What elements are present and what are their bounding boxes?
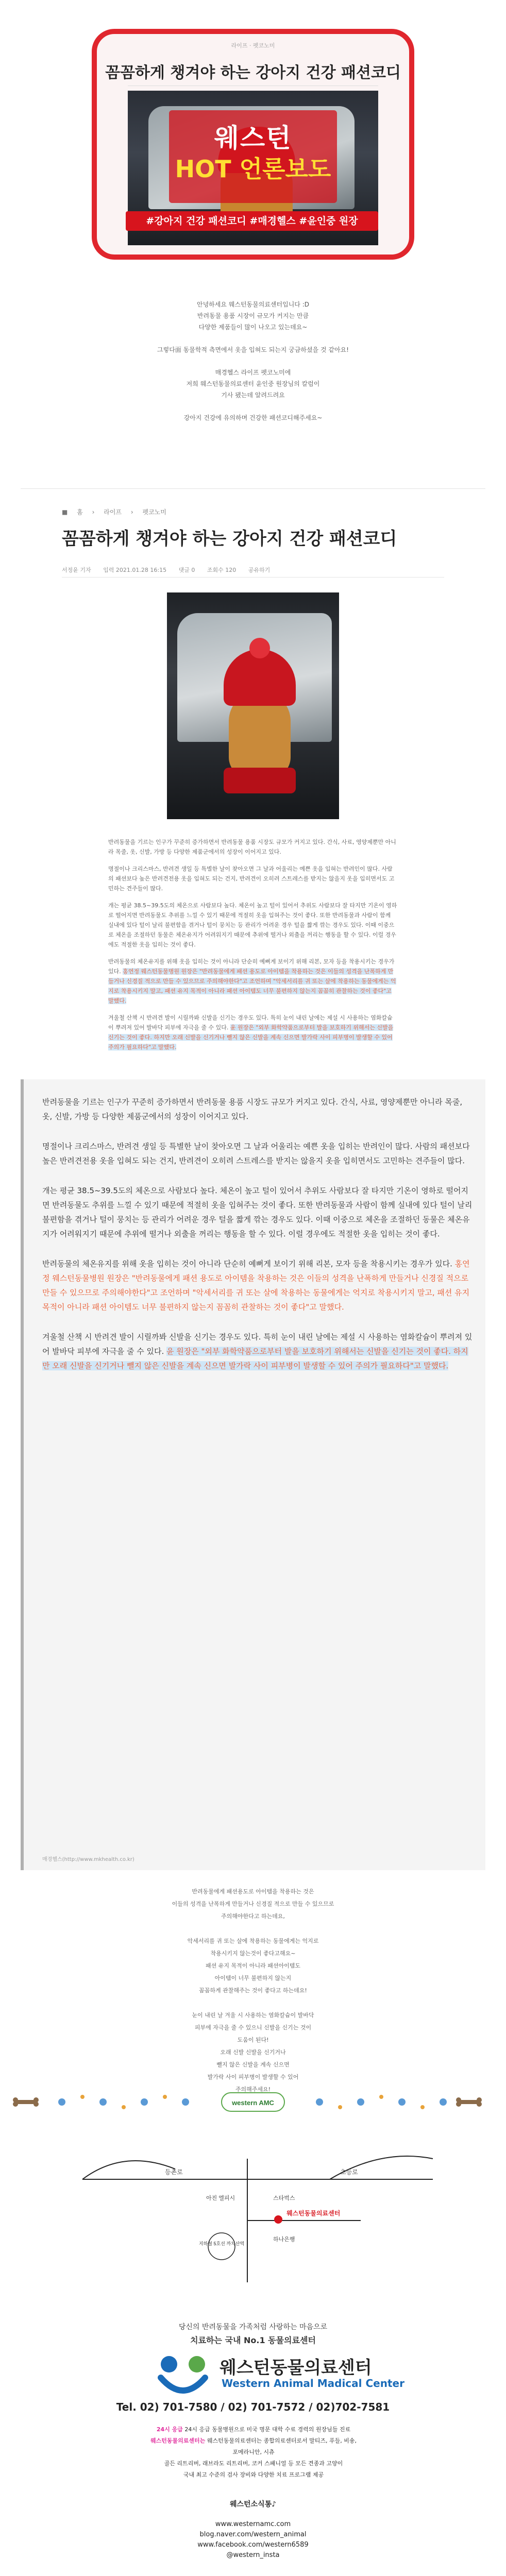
paragraph-text: 겨울철 산책 시 반려견 발이 시릴까봐 신발을 신기는 경우도 있다. 특히 눈이 내린 날에는 제설 시 사용하는 염화칼슘이 뿌려져 있어 발바닥 피부에 자극을 줄 수 있다. [108, 1014, 393, 1031]
slogan-line1: 당신의 반려동물을 가족처럼 사랑하는 마음으로 [178, 2323, 328, 2331]
info-line: 국내 최고 수준의 검사 장비와 다양한 치료 프로그램 제공 [183, 2471, 324, 2478]
article-body [108, 837, 398, 1059]
social-title: 웨스턴소식통♪ [229, 2500, 277, 2509]
closing-line: 아이템이 너무 불편하지 않는지 [214, 1975, 292, 1981]
info-text: 웨스턴동물의료센터는 종합의료센터로서 말티즈, 푸들, 비숑, 포메라니안, 시츄 [207, 2437, 357, 2455]
scarf-shape [224, 768, 296, 793]
hero-overlay-line2: HOT 언론보도 [175, 155, 331, 183]
hat-pompom-shape [249, 638, 270, 658]
article-photo-dog [167, 592, 339, 819]
closing-line [0, 1997, 506, 2009]
breadcrumb-home[interactable]: 홈 [77, 509, 83, 516]
hero-tags: #강아지 건강 패션코디 #매경헬스 #윤인중 원장 [126, 211, 378, 231]
map-place: 스타벅스 [273, 2195, 295, 2201]
road-label: 등촌로 [165, 2168, 183, 2176]
section-divider [21, 488, 485, 489]
closing-line: 발가락 사이 피부병이 발생할 수 있어 [207, 2074, 299, 2080]
map-place: 아진 엘피시 [206, 2195, 235, 2201]
slogan-line2: 치료하는 국내 No.1 동물의료센터 [190, 2335, 316, 2345]
closing-line: 패션 유지 목적이 아니라 패션아이템도 [205, 1962, 300, 1969]
brand-name: 웨스턴동물의료센터 [220, 2358, 372, 2378]
article-paragraph: 개는 평균 38.5~39.5도의 체온으로 사람보다 높다. 체온이 높고 털이 있어서 추위도 사람보다 잘 타지만 기온이 영하로 떨어지면 반려동물도 추위를 느낄 수 있기 때문에 적절히 옷을 입혀주는 것이 좋다. 또한 반려동물과 사람이 함께 실내에 있다 털이 날리 불편함을 겪거나 털이 뭉치는 등 관리가 어려운 경우 털을 짧게 깎는 경우도 있다. 이때 이중으로 체온을 조절하던 동물은 체온유지가 어려워지기 때문에 추위에 떨거나 외출을 꺼리는 행동을 할 수 있다. 이럴 경우에도 적절한 옷을 입히는 것이 좋다. [108, 902, 397, 948]
highlighted-quote: 홍연정 웨스턴동물병원 원장은 "반려동물에게 패션 용도로 아이템을 착용하는 것은 이들의 성격을 난폭하게 만들거나 신경질 적으로 만들 수 있으므로 주의해야한다"고 조언하며 "악세서리를 귀 또는 살에 착용하는 동물에게는 억지로 착용시키지 말고, 패션 유지 목적이 아니라 패션 아이템도 너무 불편하지 않는지 꼼꼼히 관찰하는 것이 좋다"고 말했다. [42, 1259, 470, 1312]
comment-count[interactable]: 댓글 0 [178, 567, 195, 573]
closing-line: 뺄지 않은 신발을 계속 신으면 [216, 2061, 290, 2068]
info-highlight: 24시 응급 [156, 2426, 183, 2433]
map-place: 하나은행 [273, 2236, 295, 2243]
quote-paragraph: 명절이나 크리스마스, 반려견 생일 등 특별한 날이 찾아오면 그 날과 어울리는 예쁜 옷을 입히는 반려인이 많다. 사람의 패션보다 높은 반려견전용 옷을 입혀도 되는 건지, 반려견이 오히려 스트레스를 받지는 않을지 옷을 입히면서도 고민하는 견주들이 많다. [42, 1142, 470, 1165]
hero-overlay-line1: 웨스턴 [214, 123, 292, 153]
info-box [148, 2424, 359, 2481]
intro-line: 저희 웨스턴동물의료센터 윤인중 원장님의 칼럼이 [186, 380, 320, 387]
quote-paragraph: 반려동물을 기르는 인구가 꾸준히 증가하면서 반려동물 용품 시장도 규모가 커지고 있다. 간식, 사료, 영양제뿐만 아니라 목줄, 옷, 신발, 가방 등 다양한 제품군에서의 성장이 이어지고 있다. [42, 1097, 463, 1121]
intro-line [0, 333, 506, 344]
paragraph-text: 반려동물의 체온유지를 위해 옷을 입히는 것이 아니라 단순히 예뻐게 보이기 위해 리본, 모자 등을 착용시키는 경우가 있다. [108, 958, 395, 975]
quote-box-body [42, 1095, 473, 1388]
intro-line: 그렇다面 동물학적 측면에서 옷을 입혀도 되는지 궁금하셨을 것 같아요! [157, 346, 349, 353]
closing-line: 꼼꼼하게 관찰해주는 것이 좋다고 하는데요! [199, 1987, 307, 1994]
intro-line: 반려동물 용품 시장이 규모가 커지는 만큼 [197, 312, 309, 319]
brand-name-en: Western Animal Madical Center [222, 2377, 404, 2389]
intro-line: 매경헬스 라이프 펫코노미에 [215, 369, 291, 376]
closing-line: 눈이 내린 날 겨울 시 사용하는 염화칼슘이 발바닥 [192, 2012, 314, 2019]
view-count: 조회수 120 [207, 567, 237, 573]
blog-link[interactable]: blog.naver.com/western_animal [199, 2531, 307, 2538]
instagram-link[interactable]: @western_insta [226, 2551, 280, 2559]
breadcrumb-life[interactable]: 라이프 [104, 509, 122, 516]
closing-line: 반려동물에게 패션용도로 아이템을 착용하는 것은 [192, 1888, 314, 1895]
article-meta [62, 566, 280, 574]
article-paragraph [108, 1013, 398, 1052]
highlighted-quote: 윤 원장은 "외부 화학약품으로부터 발을 보호하기 위해서는 신발을 신기는 것이 좋다. 하지만 오래 신발을 신기거나 뺄지 않은 신발을 계속 신으면 발가락 사이 피부병이 발생할 수 있어 주의가 필요하다"고 말했다. [108, 1024, 394, 1050]
closing-line: 피부에 자극을 줄 수 있으니 신발을 신기는 것이 [194, 2024, 312, 2031]
closing-text [0, 1886, 506, 2096]
hero-card [92, 29, 414, 260]
info-highlight: 웨스턴동물의료센터는 [150, 2437, 206, 2444]
phone-numbers[interactable]: Tel. 02) 701-7580 / 02) 701-7572 / 02)702-7581 [116, 2401, 390, 2413]
intro-line [0, 355, 506, 367]
meta-divider [62, 577, 444, 578]
closing-line: 이들의 성격을 난폭하게 만들거나 신경질 적으로 만들 수 있으므로 [172, 1901, 334, 1907]
chevron-right-icon: › [92, 509, 95, 516]
intro-line: 기사 됐는데 알려드려요 [221, 392, 285, 399]
article-paragraph: 명절이나 크리스마스, 반려견 생일 등 특별한 날이 찾아오면 그 날과 어울리는 예쁜 옷을 입혀는 반려인이 많다. 사람의 패션보다 높은 반려견전용 옷을 입혀도 되는 건지, 반려견이 오히려 스트레스를 받지는 않을지 옷을 입히면서도 고민하는 견주들이 많다. [108, 866, 395, 892]
website-link[interactable]: www.westernamc.com [215, 2520, 291, 2528]
info-line [148, 2435, 359, 2458]
chevron-right-icon: › [130, 509, 133, 516]
closing-line: 도움이 된다! [237, 2037, 269, 2043]
intro-text [0, 299, 506, 423]
intro-line: 다양한 제품들이 많이 나오고 있는데요~ [198, 324, 308, 331]
intro-line [0, 401, 506, 412]
closing-line: 주의해주세요! [235, 2086, 271, 2093]
closing-line: 악세서리를 귀 또는 살에 착용하는 동물에게는 억지로 [187, 1938, 319, 1944]
small-logo-text: western AMC [232, 2099, 274, 2107]
location-pin-icon [274, 2215, 282, 2224]
hero-title: 꼼꼼하게 챙겨야 하는 강아지 건강 패션코디 [105, 64, 401, 82]
article-source[interactable]: 매경헬스(http://www.mkhealth.co.kr) [42, 1857, 134, 1862]
intro-line: 강아지 건강에 유의하며 건강한 패션코디해주세요~ [183, 414, 323, 421]
intro-line: 안녕하세요 웨스턴동물의료센터입니다 :D [197, 301, 309, 308]
info-text: 24시 응급 동물병원으로 미국 명문 대학 수료 경력의 원장님들 진료 [184, 2426, 351, 2433]
author: 서정윤 기자 [62, 567, 91, 573]
closing-line: 주의해야한다고 하는데요, [221, 1913, 285, 1920]
subway-station-label: 지하철 5호선 까치산역 [198, 2241, 245, 2246]
decorative-pet-divider [0, 2087, 506, 2117]
article-paragraph [108, 957, 398, 1006]
social-links [0, 2519, 506, 2561]
western-logo-icon [155, 2352, 211, 2396]
info-line: 골든 리트리버, 래브라도 리트리버, 코커 스패니얼 등 모든 견종과 고양이 [164, 2460, 343, 2467]
hero-overlay [169, 110, 337, 203]
home-icon[interactable]: ■ [62, 509, 68, 516]
paragraph-text: 겨울철 산책 시 반려견 발이 시릴까봐 신발을 신기는 경우도 있다. 특히 눈이 내린 날에는 제설 시 사용하는 염화칼슘이 뿌려져 있어 발바닥 피부에 자극을 줄 수 있다. [42, 1332, 473, 1356]
location-map[interactable] [52, 2128, 454, 2282]
breadcrumb [62, 507, 174, 516]
article-paragraph: 반려동물을 기르는 인구가 꾸준히 증가하면서 반려동물 용품 시장도 규모가 커지고 있다. 간식, 사료, 영양제뿐만 아니라 목줄, 옷, 신발, 가방 등 다양한 제품군에서의 성장이 이어지고 있다. [108, 839, 396, 855]
map-roads [82, 2156, 433, 2282]
closing-line: 오래 신발 신발을 신기거나 [220, 2049, 286, 2056]
quote-paragraph [42, 1330, 473, 1373]
share-button[interactable]: 공유하기 [248, 567, 271, 573]
breadcrumb-petconomy[interactable]: 펫코노미 [142, 509, 166, 516]
publish-date: 입력 2021.01.28 16:15 [103, 567, 167, 573]
quote-paragraph [42, 1257, 473, 1314]
highlighted-quote: 홍연정 웨스턴동물병원 원장은 "반려동물에게 패션 용도로 아이템을 착용하는 것은 이들의 성격을 난폭하게 만들거나 신경질 적으로 만들 수 있으므로 주의해야한다"고 조언하며 "악세서리를 귀 또는 살에 착용하는 동물에게는 억지로 착용시키지 말고, 패션 유지 목적이 아니라 패션 아이템도 너무 불편하지 않는지 꼼꼼히 관찰하는 것이 좋다"고 말했다. [108, 968, 396, 1004]
article-title: 꼼꼼하게 챙겨야 하는 강아지 건강 패션코디 [62, 529, 397, 549]
road-label: 초등로 [340, 2168, 358, 2176]
closing-line [0, 1923, 506, 1935]
paragraph-text: 반려동물의 체온유지를 위해 옷을 입히는 것이 아니라 단순히 예뻐게 보이기 위해 리본, 모자 등을 착용시키는 경우가 있다. [42, 1259, 455, 1268]
info-line [148, 2424, 359, 2435]
closing-line: 착용시키지 않는것이 좋다고해요~ [210, 1950, 296, 1957]
subway-icon [208, 2233, 235, 2260]
hospital-label: 웨스턴동물의료센터 [286, 2210, 341, 2217]
facebook-link[interactable]: www.facebook.com/western6589 [197, 2541, 309, 2549]
quote-paragraph: 개는 평균 38.5~39.5도의 체온으로 사람보다 높다. 체온이 높고 털이 있어서 추위도 사람보다 잘 타지만 기온이 영하로 떨어지면 반려동물도 추위를 느낄 수 있기 때문에 적절히 옷을 입혀주는 것이 좋다. 또한 반려동물과 사람이 함께 실내에 있다 털이 날리 불편함을 겪거나 털이 뭉치는 등 관리가 어려운 경우 털을 짧게 깎는 경우도 있다. 이때 이중으로 체온을 조절하던 동물은 체온유지가 어려워지기 때문에 추위에 떨거나 외출을 꺼리는 행동을 할 수 있다. 이럴 경우에도 적절한 옷을 입히는 것이 좋다. [42, 1186, 473, 1239]
highlighted-quote: 윤 원장은 "외부 화학약품으로부터 발을 보호하기 위해서는 신발을 신기는 것이 좋다. 하지만 오래 신발을 신기거나 뺄지 않은 신발을 계속 신으면 발가락 사이 피부병이 발생할 수 있어 주의가 필요하다"고 말했다. [42, 1347, 468, 1370]
hero-mini-breadcrumb: 라이프 · 펫코노미 [231, 42, 275, 49]
